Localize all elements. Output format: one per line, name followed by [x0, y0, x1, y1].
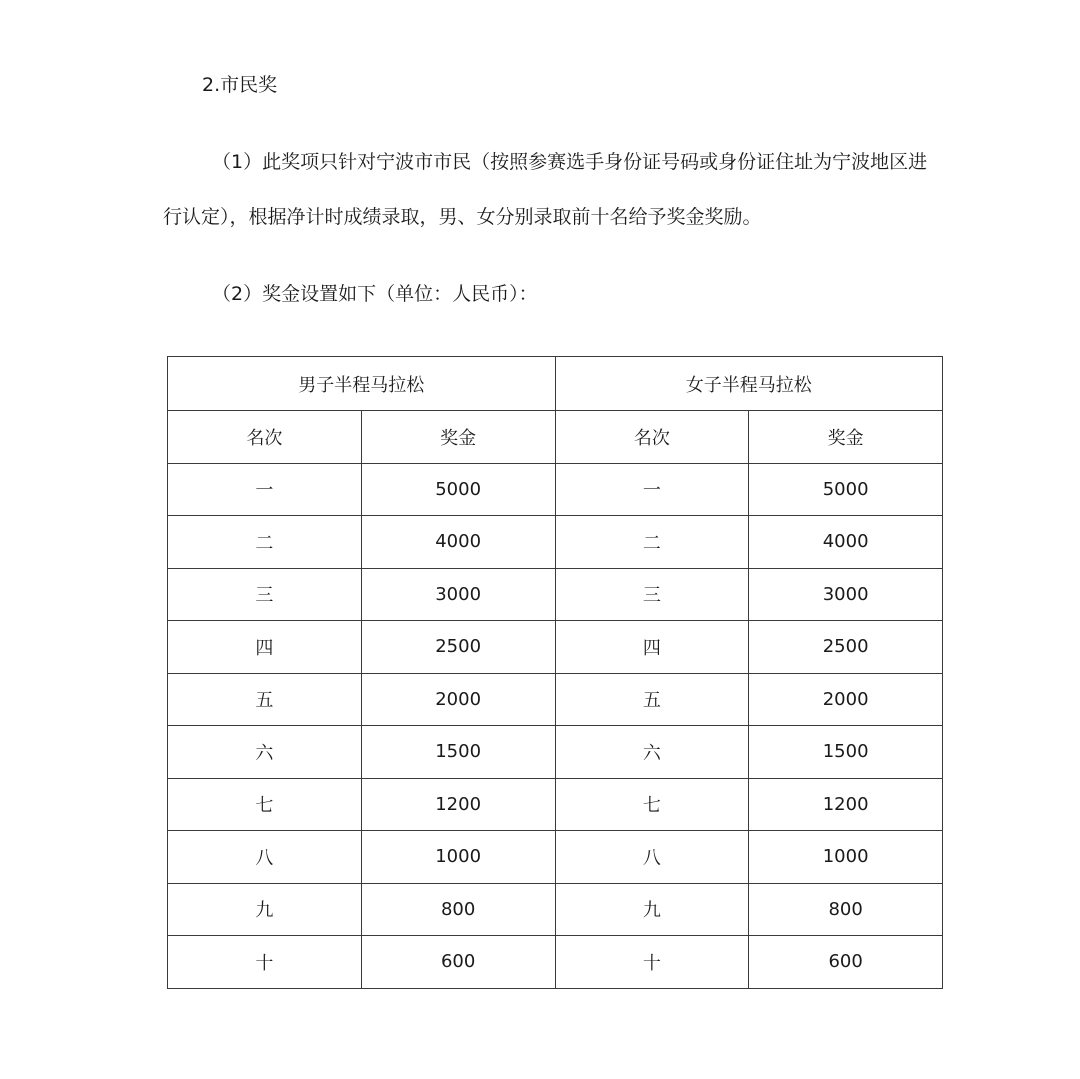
prize-cell: 5000	[361, 463, 555, 516]
rank-cell: 二	[168, 516, 362, 569]
prize-cell: 600	[361, 936, 555, 989]
table-row	[168, 673, 943, 726]
rank-cell: 四	[168, 621, 362, 674]
paragraph-1-line-1: （1）此奖项只针对宁波市市民（按照参赛选手身份证号码或身份证住址为宁波地区进	[212, 151, 928, 173]
paragraph-2: （2）奖金设置如下（单位：人民币）：	[212, 283, 538, 305]
rank-cell: 三	[555, 568, 749, 621]
prize-cell: 2500	[749, 621, 943, 674]
prize-cell: 800	[361, 883, 555, 936]
men-half-marathon-header: 男子半程马拉松	[168, 357, 556, 411]
prize-cell: 3000	[361, 568, 555, 621]
prize-cell: 1500	[749, 726, 943, 779]
prize-cell: 2000	[361, 673, 555, 726]
rank-cell: 九	[168, 883, 362, 936]
table-row	[168, 463, 943, 516]
rank-cell: 七	[555, 778, 749, 831]
rank-cell: 九	[555, 883, 749, 936]
prize-cell: 2000	[749, 673, 943, 726]
prize-header: 奖金	[361, 411, 555, 464]
prize-table	[167, 356, 943, 989]
rank-cell: 二	[555, 516, 749, 569]
prize-cell: 1500	[361, 726, 555, 779]
prize-cell: 4000	[361, 516, 555, 569]
prize-header: 奖金	[749, 411, 943, 464]
rank-cell: 十	[555, 936, 749, 989]
paragraph-1-line-2: 行认定），根据净计时成绩录取，男、女分别录取前十名给予奖金奖励。	[163, 206, 762, 228]
prize-cell: 1000	[361, 831, 555, 884]
rank-cell: 四	[555, 621, 749, 674]
prize-cell: 1200	[749, 778, 943, 831]
rank-cell: 三	[168, 568, 362, 621]
prize-cell: 4000	[749, 516, 943, 569]
prize-cell: 1200	[361, 778, 555, 831]
prize-cell: 600	[749, 936, 943, 989]
table-row	[168, 778, 943, 831]
rank-cell: 五	[168, 673, 362, 726]
table-row	[168, 621, 943, 674]
table-row	[168, 883, 943, 936]
rank-cell: 十	[168, 936, 362, 989]
rank-cell: 五	[555, 673, 749, 726]
rank-cell: 六	[168, 726, 362, 779]
table-header-row	[168, 411, 943, 464]
table-row	[168, 726, 943, 779]
rank-cell: 八	[555, 831, 749, 884]
prize-cell: 1000	[749, 831, 943, 884]
prize-cell: 800	[749, 883, 943, 936]
prize-cell: 2500	[361, 621, 555, 674]
prize-cell: 3000	[749, 568, 943, 621]
table-group-row	[168, 357, 943, 411]
section-heading: 2.市民奖	[202, 74, 278, 96]
table-row	[168, 516, 943, 569]
table-row	[168, 568, 943, 621]
rank-cell: 八	[168, 831, 362, 884]
rank-header: 名次	[555, 411, 749, 464]
rank-header: 名次	[168, 411, 362, 464]
rank-cell: 一	[555, 463, 749, 516]
prize-cell: 5000	[749, 463, 943, 516]
rank-cell: 七	[168, 778, 362, 831]
table-row	[168, 831, 943, 884]
rank-cell: 一	[168, 463, 362, 516]
table-row	[168, 936, 943, 989]
women-half-marathon-header: 女子半程马拉松	[555, 357, 943, 411]
rank-cell: 六	[555, 726, 749, 779]
